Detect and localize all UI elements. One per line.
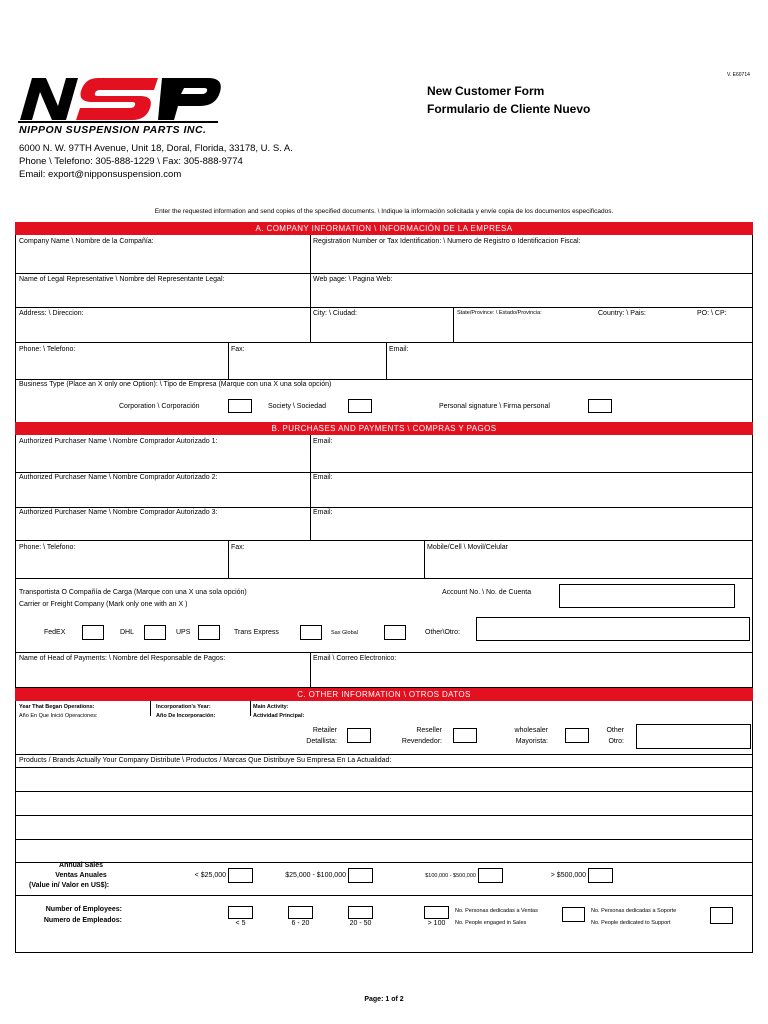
wholesaler-label-es: Mayorista: bbox=[515, 738, 548, 745]
support-people-input[interactable] bbox=[710, 907, 733, 924]
b-fax-field[interactable]: Fax: bbox=[231, 544, 245, 551]
sales-opt3-label: $100,000 - $500,000 bbox=[425, 873, 476, 879]
retailer-checkbox[interactable] bbox=[347, 728, 371, 743]
products-line[interactable] bbox=[15, 839, 753, 840]
ups-checkbox[interactable] bbox=[198, 625, 220, 640]
year-began-label-es[interactable]: Año En Que Inició Operaciones: bbox=[19, 713, 98, 719]
divider bbox=[15, 472, 753, 473]
divider bbox=[15, 379, 753, 380]
incorp-year-label-en: Incorporation's Year: bbox=[156, 704, 211, 710]
purchaser-3-email-field[interactable]: Email: bbox=[313, 509, 333, 516]
state-field[interactable]: State/Province: \ Estado/Provincia: bbox=[457, 310, 542, 316]
sales-opt1-label: < $25,000 bbox=[194, 872, 226, 879]
legal-rep-field[interactable]: Name of Legal Representative \ Nombre del Representante Legal: bbox=[19, 276, 225, 283]
reseller-label-es: Revendedor: bbox=[401, 738, 442, 745]
company-name-field[interactable]: Company Name \ Nombre de la Compañía: bbox=[19, 238, 154, 245]
head-payments-field[interactable]: Name of Head of Payments: \ Nombre del Responsable de Pagos: bbox=[19, 655, 226, 662]
personal-signature-label: Personal signature \ Firma personal bbox=[439, 403, 550, 410]
address-field[interactable]: Address: \ Direccion: bbox=[19, 310, 84, 317]
logo-letter-n bbox=[20, 78, 78, 120]
divider bbox=[228, 540, 229, 578]
emp-opt1-checkbox[interactable] bbox=[228, 906, 253, 919]
divider bbox=[15, 307, 753, 308]
annual-sales-label-2: Ventas Anuales bbox=[55, 872, 107, 879]
incorp-year-label-es[interactable]: Año De Incorporación: bbox=[156, 713, 216, 719]
personal-signature-checkbox[interactable] bbox=[588, 399, 612, 413]
city-field[interactable]: City: \ Ciudad: bbox=[313, 310, 357, 317]
main-activity-label-es: Actividad Principal: bbox=[253, 713, 305, 719]
ups-label: UPS bbox=[176, 629, 191, 636]
corporation-checkbox[interactable] bbox=[228, 399, 252, 413]
year-began-label-en: Year That Began Operations: bbox=[19, 704, 95, 710]
divider bbox=[310, 235, 311, 342]
web-page-field[interactable]: Web page: \ Pagina Web: bbox=[313, 276, 393, 283]
divider bbox=[15, 540, 753, 541]
other-activity-label-es: Otro: bbox=[608, 738, 624, 745]
reseller-checkbox[interactable] bbox=[453, 728, 477, 743]
divider bbox=[15, 342, 753, 343]
emp-opt2-checkbox[interactable] bbox=[288, 906, 313, 919]
address-line: 6000 N. W. 97TH Avenue, Unit 18, Doral, Florida, 33178, U. S. A. bbox=[19, 143, 293, 154]
title-es: Formulario de Cliente Nuevo bbox=[427, 102, 591, 116]
sales-people-input[interactable] bbox=[562, 907, 585, 922]
business-type-label: Business Type (Place an X only one Option): \ Tipo de Empresa (Marque con una X una sola opción) bbox=[19, 381, 332, 388]
account-no-label: Account No. \ No. de Cuenta bbox=[442, 589, 532, 596]
divider bbox=[15, 754, 753, 755]
divider bbox=[15, 895, 753, 896]
b-phone-field[interactable]: Phone: \ Telefono: bbox=[19, 544, 76, 551]
country-field[interactable]: Country: \ Pais: bbox=[598, 310, 646, 317]
purchaser-1-field[interactable]: Authorized Purchaser Name \ Nombre Comprador Autorizado 1: bbox=[19, 438, 218, 445]
version-label: V. E60714 bbox=[727, 72, 750, 78]
sales-opt1-checkbox[interactable] bbox=[228, 868, 253, 883]
support-people-label-en: No. People dedicated to Support bbox=[591, 920, 671, 926]
emp-opt3-checkbox[interactable] bbox=[348, 906, 373, 919]
purchaser-1-email-field[interactable]: Email: bbox=[313, 438, 333, 445]
purchaser-2-email-field[interactable]: Email: bbox=[313, 474, 333, 481]
retailer-label-es: Detallista: bbox=[306, 738, 337, 745]
po-field[interactable]: PO: \ CP: bbox=[697, 310, 727, 317]
carrier-label-es: Transportista O Compañía de Carga (Marque con una X una sola opción) bbox=[19, 589, 247, 596]
divider bbox=[15, 652, 753, 653]
fedex-checkbox[interactable] bbox=[82, 625, 104, 640]
sales-opt3-checkbox[interactable] bbox=[478, 868, 503, 883]
sales-opt2-checkbox[interactable] bbox=[348, 868, 373, 883]
phone-field[interactable]: Phone: \ Telefono: bbox=[19, 346, 76, 353]
carrier-label-en: Carrier or Freight Company (Mark only one with an X ) bbox=[19, 601, 188, 608]
emp-opt4-checkbox[interactable] bbox=[424, 906, 449, 919]
products-line[interactable] bbox=[15, 815, 753, 816]
dhl-checkbox[interactable] bbox=[144, 625, 166, 640]
employees-label-en: Number of Employees: bbox=[45, 906, 122, 913]
mobile-field[interactable]: Mobile/Cell \ Movil/Celular bbox=[427, 544, 508, 551]
email-field[interactable]: Email: bbox=[389, 346, 409, 353]
divider bbox=[424, 540, 425, 578]
main-activity-label-en: Main Activity: bbox=[253, 704, 289, 710]
logo-underline bbox=[18, 121, 218, 123]
divider bbox=[15, 507, 753, 508]
trans-express-label: Trans Express bbox=[234, 629, 279, 636]
sales-opt4-checkbox[interactable] bbox=[588, 868, 613, 883]
products-line bbox=[15, 767, 753, 768]
emp-opt1-label: < 5 bbox=[235, 920, 246, 927]
sales-people-label-es: No. Personas dedicadas a Ventas bbox=[455, 908, 538, 914]
divider bbox=[250, 701, 251, 716]
divider bbox=[453, 307, 454, 342]
annual-sales-label-3: (Value in/ Valor en US$): bbox=[29, 882, 110, 889]
corporation-label: Corporation \ Corporación bbox=[119, 403, 200, 410]
section-c-header: C. OTHER INFORMATION \ OTROS DATOS bbox=[15, 688, 753, 701]
products-label: Products / Brands Actually Your Company Distribute \ Productos / Marcas Que Distribuye Su Empresa En La Actualidad: bbox=[19, 757, 392, 764]
logo-letter-s bbox=[76, 78, 158, 120]
page-number: Page: 1 of 2 bbox=[364, 996, 404, 1003]
sales-people-label-en: No. People engaged in Sales bbox=[455, 920, 527, 926]
company-name: NIPPON SUSPENSION PARTS INC. bbox=[19, 124, 207, 136]
logo-letter-p bbox=[158, 78, 221, 120]
wholesaler-label-en: wholesaler bbox=[514, 727, 548, 734]
emp-opt3-label: 20 - 50 bbox=[349, 920, 372, 927]
divider bbox=[15, 273, 753, 274]
divider bbox=[150, 701, 151, 716]
products-line[interactable] bbox=[15, 791, 753, 792]
head-payments-email-field[interactable]: Email \ Correo Electronico: bbox=[313, 655, 397, 662]
society-label: Society \ Sociedad bbox=[268, 403, 326, 410]
sales-opt4-label: > $500,000 bbox=[550, 872, 586, 879]
sales-opt2-label: $25,000 - $100,000 bbox=[285, 872, 346, 879]
emp-opt4-label: > 100 bbox=[427, 920, 446, 927]
other-carrier-label: Other\Otro: bbox=[425, 629, 461, 636]
account-no-input[interactable] bbox=[559, 584, 735, 608]
employees-label-es: Numero de Empleados: bbox=[43, 917, 122, 924]
trans-express-checkbox[interactable] bbox=[300, 625, 322, 640]
nsp-logo bbox=[18, 74, 223, 122]
divider bbox=[228, 342, 229, 379]
emp-opt2-label: 6 - 20 bbox=[291, 920, 310, 927]
phone-line: Phone \ Telefono: 305-888-1229 \ Fax: 305-888-9774 bbox=[19, 156, 243, 167]
section-a-header: A. COMPANY INFORMATION \ INFORMACIÓN DE LA EMPRESA bbox=[15, 222, 753, 235]
other-activity-input[interactable] bbox=[636, 724, 751, 749]
section-b-header: B. PURCHASES AND PAYMENTS \ COMPRAS Y PAGOS bbox=[15, 422, 753, 435]
instructions: Enter the requested information and send copies of the specified documents. \ Indique la información solicitada y envíe copia de los documentos especificados. bbox=[154, 208, 614, 215]
purchaser-3-field[interactable]: Authorized Purchaser Name \ Nombre Comprador Autorizado 3: bbox=[19, 509, 218, 516]
divider bbox=[310, 652, 311, 687]
wholesaler-checkbox[interactable] bbox=[565, 728, 589, 743]
purchaser-2-field[interactable]: Authorized Purchaser Name \ Nombre Comprador Autorizado 2: bbox=[19, 474, 218, 481]
fedex-label: FedEX bbox=[44, 629, 66, 636]
other-activity-label-en: Other bbox=[606, 727, 624, 734]
sax-global-label: Sax Global bbox=[331, 630, 358, 636]
fax-field[interactable]: Fax: bbox=[231, 346, 245, 353]
dhl-label: DHL bbox=[120, 629, 135, 636]
divider bbox=[15, 578, 753, 579]
email-line: Email: export@nipponsuspension.com bbox=[19, 169, 182, 180]
title-en: New Customer Form bbox=[427, 84, 545, 98]
retailer-label-en: Retailer bbox=[312, 727, 337, 734]
support-people-label-es: No. Personas dedicadas a Soporte bbox=[591, 908, 677, 914]
registration-field[interactable]: Registration Number or Tax Identification: \ Numero de Registro o Identificacion Fiscal: bbox=[313, 238, 581, 245]
society-checkbox[interactable] bbox=[348, 399, 372, 413]
sax-global-checkbox[interactable] bbox=[384, 625, 406, 640]
divider bbox=[310, 435, 311, 540]
other-carrier-input[interactable] bbox=[476, 617, 750, 641]
divider bbox=[386, 342, 387, 379]
reseller-label-en: Reseller bbox=[416, 727, 442, 734]
annual-sales-label-1: Annual Sales bbox=[59, 862, 103, 869]
